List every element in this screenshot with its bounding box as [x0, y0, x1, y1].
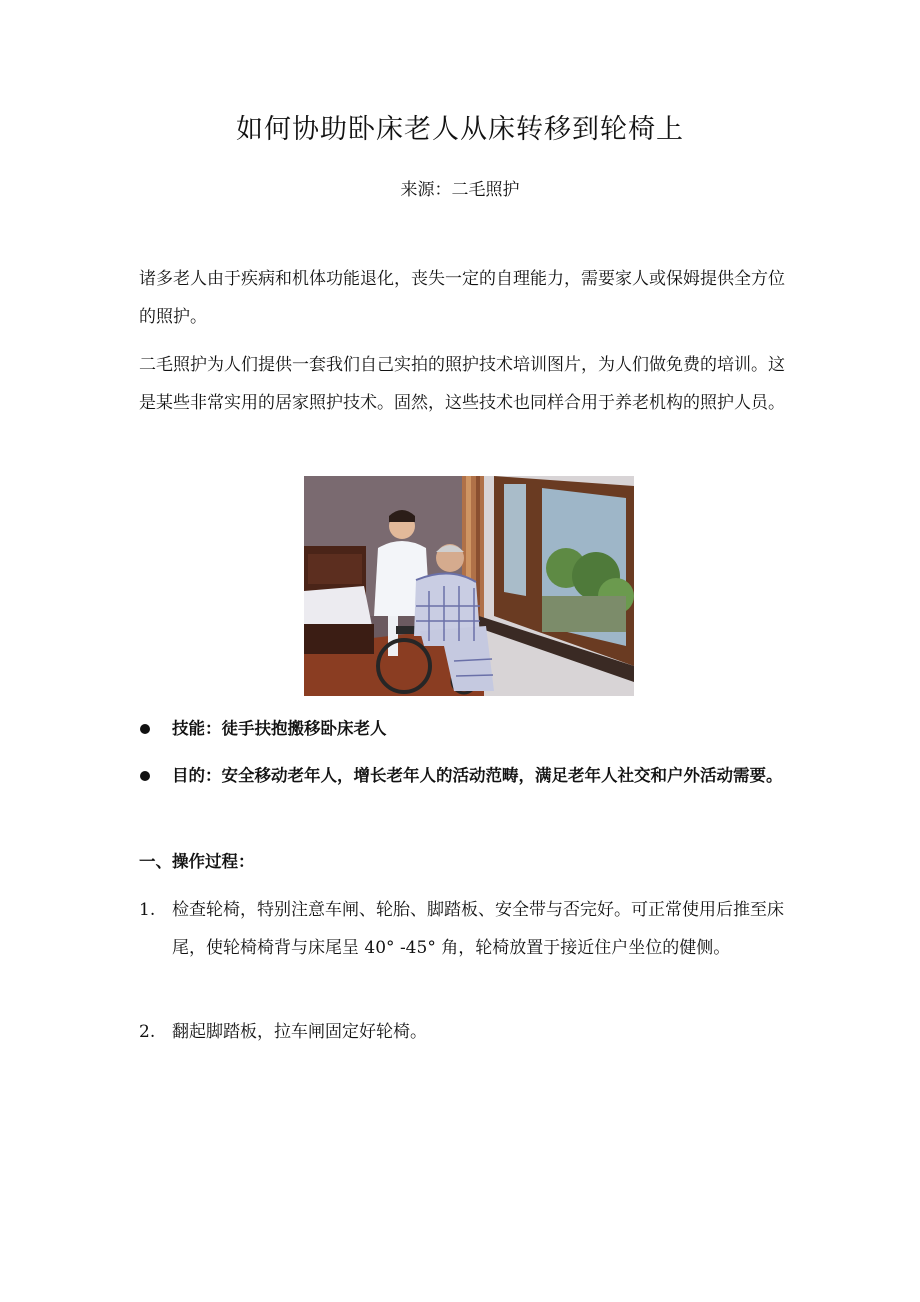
bullet-text: 技能：徒手扶抱搬移卧床老人	[172, 719, 387, 738]
step-number: 2.	[139, 1022, 156, 1042]
page-title: 如何协助卧床老人从床转移到轮椅上	[236, 114, 684, 145]
step-text: 检查轮椅，特别注意车闸、轮胎、脚踏板、安全带与否完好。可正常使用后推至床尾，使轮椅椅背与床尾呈 40° -45° 角，轮椅放置于接近住户坐位的健侧。	[172, 900, 784, 958]
bullet-icon	[140, 724, 150, 734]
paragraph: 诸多老人由于疾病和机体功能退化，丧失一定的自理能力，需要家人或保姆提供全方位的照护。	[139, 269, 785, 327]
section-heading: 一、操作过程：	[139, 852, 255, 871]
step-text: 翻起脚踏板，拉车闸固定好轮椅。	[172, 1022, 427, 1042]
bullet-icon	[140, 771, 150, 781]
bullet-text: 目的：安全移动老年人，增长老年人的活动范畴，满足老年人社交和户外活动需要。	[172, 766, 783, 785]
step-number: 1.	[139, 900, 156, 920]
paragraph: 二毛照护为人们提供一套我们自己实拍的照护技术培训图片，为人们做免费的培训。这是某些非常实用的居家照护技术。固然，这些技术也同样合用于养老机构的照护人员。	[139, 355, 785, 413]
caregiver-wheelchair-photo	[304, 476, 634, 696]
source-line: 来源：二毛照护	[400, 180, 520, 200]
